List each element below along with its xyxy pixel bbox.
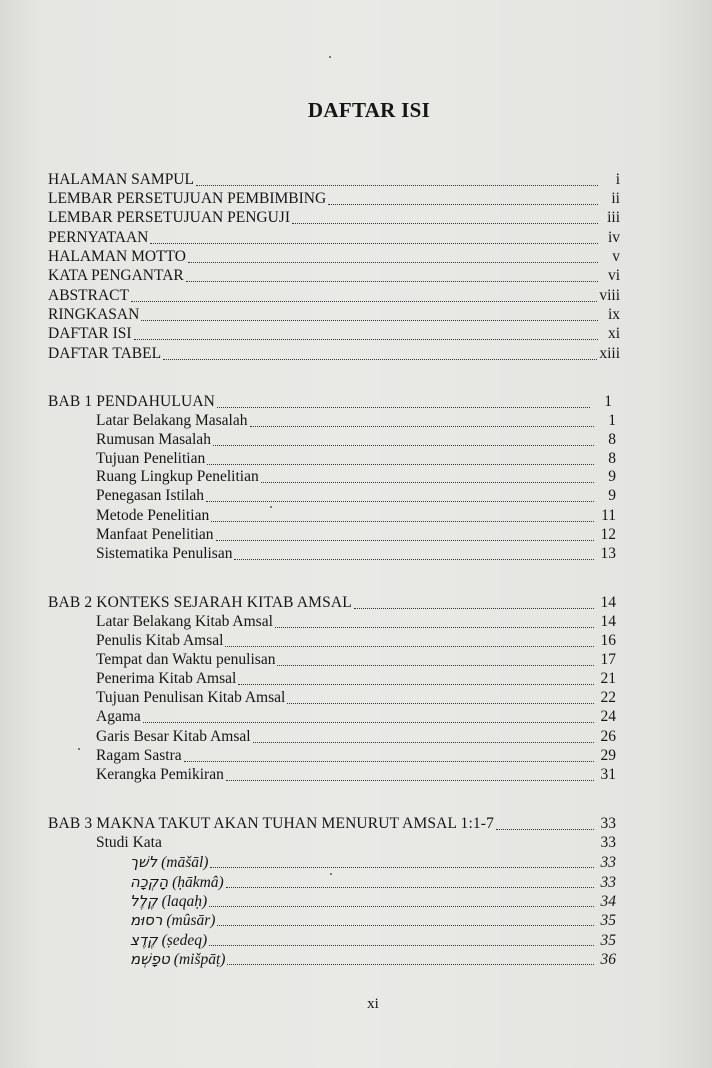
dot-leader <box>217 925 594 926</box>
dot-leader <box>134 339 598 340</box>
toc-entry-page: 35 <box>600 932 616 949</box>
toc-entry-page: 14 <box>600 594 616 611</box>
toc-entry-page: 33 <box>600 854 616 871</box>
transliteration: (ṣedeq) <box>161 932 208 949</box>
toc-entry-page: 8 <box>608 450 616 467</box>
toc-entry-label: BAB 1 PENDAHULUAN <box>48 393 216 410</box>
toc-entry-page: 22 <box>600 689 616 706</box>
toc-entry-page: 34 <box>600 893 616 910</box>
toc-entry-page: 11 <box>601 507 616 524</box>
dot-leader <box>163 359 597 360</box>
toc-entry-label: DAFTAR TABEL <box>48 345 162 362</box>
toc-entry-page: 33 <box>600 874 616 891</box>
dot-leader <box>186 281 598 282</box>
toc-entry-page: 9 <box>608 487 616 504</box>
hebrew-word: הָקְכָה <box>130 873 169 891</box>
toc-entry[interactable] <box>48 228 620 248</box>
dot-leader <box>210 867 594 868</box>
toc-entry-label <box>130 949 225 970</box>
toc-entry-page: iv <box>607 229 620 246</box>
toc-entry-page: 36 <box>600 951 616 968</box>
dot-leader <box>150 243 598 244</box>
toc-entry[interactable] <box>96 650 616 670</box>
toc-entry-label: HALAMAN SAMPUL <box>48 171 194 188</box>
toc-entry-page: 1 <box>608 412 616 429</box>
dot-leader <box>184 761 594 762</box>
toc-entry-page: ix <box>607 306 620 323</box>
toc-entry-label: Tujuan Penulisan Kitab Amsal <box>96 689 286 706</box>
dot-leader <box>227 964 594 965</box>
hebrew-word: רסוּמ <box>130 911 163 929</box>
toc-entry-label: Penerima Kitab Amsal <box>96 670 237 687</box>
toc-entry[interactable] <box>48 324 620 344</box>
hebrew-word: טפָשְׁמ <box>130 950 170 968</box>
dot-leader <box>226 780 594 781</box>
toc-entry-label: Agama <box>96 708 141 725</box>
toc-entry-label: Garis Besar Kitab Amsal <box>96 728 251 745</box>
transliteration: (laqaḥ) <box>161 893 208 910</box>
toc-entry-page: 33 <box>600 834 616 851</box>
toc-entry[interactable] <box>96 765 616 785</box>
dot-leader <box>287 703 594 704</box>
toc-entry-page: vi <box>607 267 620 284</box>
toc-entry[interactable] <box>96 486 616 506</box>
toc-entry-label: Penulis Kitab Amsal <box>96 632 224 649</box>
toc-entry[interactable] <box>96 612 616 632</box>
dot-leader <box>261 482 594 483</box>
dot-leader <box>141 320 598 321</box>
toc-entry-label: LEMBAR PERSETUJUAN PEMBIMBING <box>48 190 327 207</box>
toc-entry[interactable] <box>96 727 616 747</box>
toc-word-entry[interactable] <box>130 872 616 892</box>
transliteration: (mišpāṭ) <box>173 951 226 968</box>
toc-entry[interactable] <box>48 266 620 286</box>
dot-leader <box>253 742 594 743</box>
toc-entry[interactable] <box>96 467 616 487</box>
toc-entry-label: ABSTRACT <box>48 287 129 304</box>
toc-entry-page: 17 <box>600 651 616 668</box>
toc-entry[interactable] <box>96 746 616 766</box>
paper-speck <box>329 56 331 58</box>
dot-leader <box>250 426 595 427</box>
page-title: DAFTAR ISI <box>307 98 431 122</box>
toc-entry[interactable] <box>48 286 620 306</box>
toc-entry[interactable] <box>96 430 616 450</box>
toc-entry[interactable] <box>96 688 616 708</box>
toc-entry-label: PERNYATAAN <box>48 229 149 246</box>
toc-entry-page: 35 <box>600 912 616 929</box>
dot-leader <box>225 646 594 647</box>
hebrew-word: קֶלֶל <box>130 892 158 910</box>
toc-entry-page: 8 <box>608 431 616 448</box>
toc-entry-page: 31 <box>600 766 616 783</box>
toc-entry-page: xiii <box>599 345 620 362</box>
dot-leader <box>217 407 590 408</box>
toc-entry-label: Sistematika Penulisan <box>96 545 233 562</box>
toc-entry-label: KATA PENGANTAR <box>48 267 184 284</box>
dot-leader <box>328 204 598 205</box>
dot-leader <box>209 906 594 907</box>
dot-leader <box>292 223 598 224</box>
toc-entry[interactable] <box>48 344 620 364</box>
dot-leader <box>206 501 594 502</box>
toc-entry[interactable] <box>96 506 616 526</box>
toc-entry-label: Latar Belakang Masalah <box>96 412 248 429</box>
toc-word-entry[interactable] <box>130 891 616 911</box>
toc-word-entry[interactable] <box>130 910 616 930</box>
toc-entry[interactable] <box>48 247 620 267</box>
toc-entry-label: Tempat dan Waktu penulisan <box>96 651 276 668</box>
toc-word-entry[interactable] <box>130 949 616 969</box>
toc-entry-label: BAB 2 KONTEKS SEJARAH KITAB AMSAL <box>48 594 352 611</box>
transliteration: (mûsār) <box>166 912 216 929</box>
toc-entry-page: 16 <box>600 632 616 649</box>
dot-leader <box>131 301 597 302</box>
toc-entry-page: v <box>612 248 620 265</box>
toc-entry-label <box>130 910 215 931</box>
toc-entry-label: HALAMAN MOTTO <box>48 248 186 265</box>
toc-entry-page: 21 <box>600 670 616 687</box>
dot-leader <box>354 608 594 609</box>
toc-entry-label <box>130 891 207 912</box>
toc-word-entry[interactable] <box>130 930 616 950</box>
toc-entry-label: Penegasan Istilah <box>96 487 205 504</box>
paper-speck <box>330 873 332 875</box>
toc-entry[interactable] <box>48 170 620 190</box>
paper-speck <box>78 748 80 750</box>
toc-entry-page: ii <box>611 190 620 207</box>
page-number: xi <box>367 996 379 1012</box>
toc-entry-label <box>130 872 224 893</box>
toc-entry-page: 9 <box>608 468 616 485</box>
toc-entry-label: Rumusan Masalah <box>96 431 211 448</box>
hebrew-word: לשׁך <box>130 853 158 871</box>
toc-entry-page: 1 <box>604 393 612 410</box>
toc-entry-label: BAB 3 MAKNA TAKUT AKAN TUHAN MENURUT AMSAL 1:1-7 <box>48 815 495 832</box>
toc-entry-page: 12 <box>600 526 616 543</box>
toc-entry-label: Kerangka Pemikiran <box>96 766 224 783</box>
toc-entry[interactable] <box>96 631 616 651</box>
toc-entry-label: RINGKASAN <box>48 306 140 323</box>
dot-leader <box>234 559 594 560</box>
transliteration: (māšāl) <box>161 854 209 871</box>
toc-entry-label: Ruang Lingkup Penelitian <box>96 468 259 485</box>
dot-leader <box>164 848 594 849</box>
dot-leader <box>216 540 595 541</box>
toc-entry-label: Ragam Sastra <box>96 747 182 764</box>
toc-entry-label: LEMBAR PERSETUJUAN PENGUJI <box>48 209 290 226</box>
toc-entry[interactable] <box>96 707 616 727</box>
toc-entry-page: i <box>615 171 620 188</box>
toc-entry[interactable] <box>96 449 616 469</box>
hebrew-word: קֶדֶצ <box>130 931 158 949</box>
dot-leader <box>207 464 594 465</box>
toc-entry-page: 24 <box>600 708 616 725</box>
toc-entry[interactable] <box>48 208 620 228</box>
dot-leader <box>275 627 594 628</box>
toc-entry-label <box>130 930 207 951</box>
toc-entry-page: 26 <box>600 728 616 745</box>
toc-entry-label: Studi Kata <box>96 834 162 851</box>
paper-speck <box>270 506 272 508</box>
dot-leader <box>213 445 594 446</box>
toc-entry[interactable] <box>96 669 616 689</box>
toc-entry[interactable] <box>96 525 616 545</box>
toc-entry-page: xi <box>607 325 620 342</box>
transliteration: (ḥākmâ) <box>172 874 224 891</box>
toc-entry-page: iii <box>607 209 620 226</box>
toc-entry-label <box>130 852 208 873</box>
toc-word-entry[interactable] <box>130 852 616 872</box>
dot-leader <box>143 722 594 723</box>
toc-entry-page: viii <box>599 287 620 304</box>
toc-entry[interactable] <box>96 833 616 853</box>
toc-entry-label: DAFTAR ISI <box>48 325 132 342</box>
toc-entry[interactable] <box>48 189 620 209</box>
toc-entry-page: 29 <box>600 747 616 764</box>
toc-entry-page: 13 <box>600 545 616 562</box>
dot-leader <box>196 185 598 186</box>
dot-leader <box>211 521 594 522</box>
toc-chapter-heading[interactable] <box>48 814 616 834</box>
toc-entry-label: Latar Belakang Kitab Amsal <box>96 613 273 630</box>
toc-entry[interactable] <box>48 305 620 325</box>
dot-leader <box>238 684 594 685</box>
toc-entry[interactable] <box>96 544 616 564</box>
dot-leader <box>496 829 594 830</box>
dot-leader <box>226 887 594 888</box>
toc-entry-label: Manfaat Penelitian <box>96 526 214 543</box>
toc-entry-label: Tujuan Penelitian <box>96 450 206 467</box>
toc-entry[interactable] <box>96 411 616 431</box>
dot-leader <box>209 945 594 946</box>
toc-entry-page: 14 <box>600 613 616 630</box>
toc-entry-page: 33 <box>600 815 616 832</box>
toc-chapter-heading[interactable] <box>48 392 612 412</box>
toc-chapter-heading[interactable] <box>48 593 616 613</box>
dot-leader <box>188 262 598 263</box>
toc-entry-label: Metode Penelitian <box>96 507 210 524</box>
dot-leader <box>277 665 594 666</box>
